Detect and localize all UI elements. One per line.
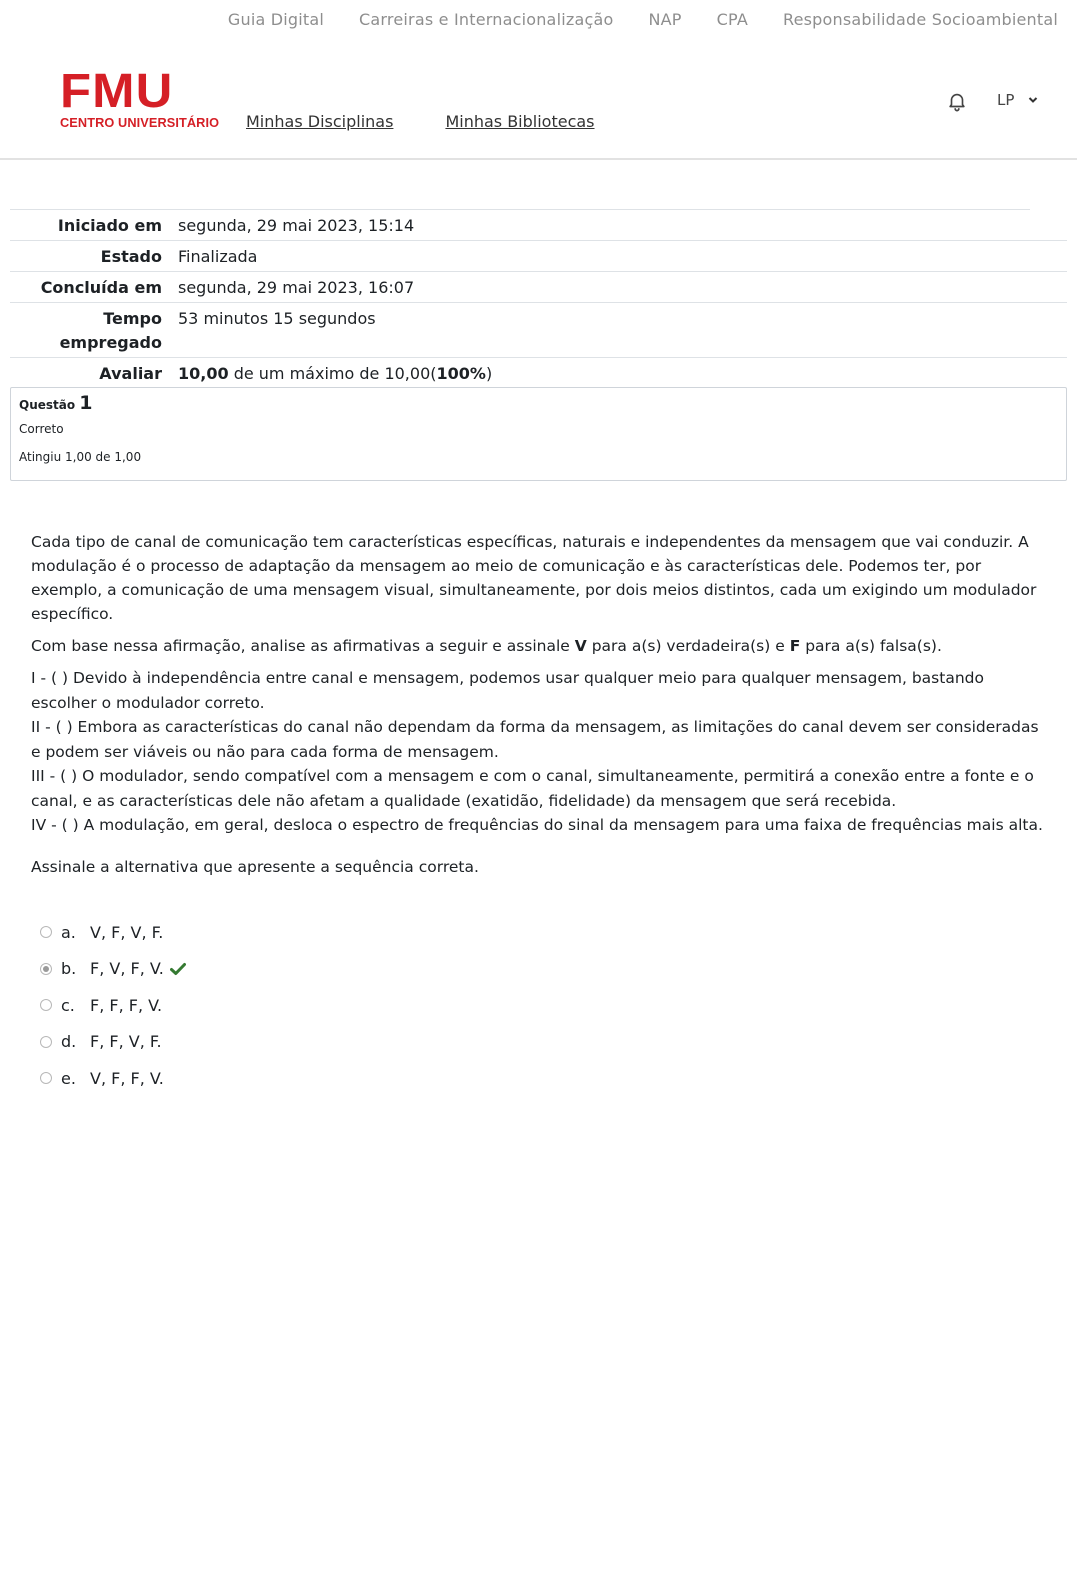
option-d[interactable] <box>40 1024 186 1061</box>
statement-2: II - ( ) Embora as características do canal não dependam da forma da mensagem, as limitações do canal devem ser consideradas e podem ser viáveis ou não para cada forma de mensagem. <box>31 718 1039 761</box>
question-paragraph-2 <box>31 634 1051 658</box>
option-letter: e. <box>61 1068 76 1088</box>
option-letter: a. <box>61 922 76 942</box>
option-letter: b. <box>61 959 77 979</box>
statement-4: IV - ( ) A modulação, em geral, desloca o espectro de frequências do sinal da mensagem para uma faixa de frequências mais alta. <box>31 816 1043 834</box>
radio-d[interactable] <box>40 1036 52 1048</box>
link-cpa[interactable]: CPA <box>716 10 748 29</box>
question-text <box>31 530 1051 887</box>
summary-row-completed <box>10 271 1067 302</box>
grade-percent: 100% <box>436 364 486 383</box>
para2-part-c: para a(s) falsa(s). <box>800 637 942 655</box>
option-text: F, F, V, F. <box>90 1032 162 1052</box>
started-label: Iniciado em <box>57 216 162 235</box>
attempt-summary <box>10 209 1067 388</box>
nav-minhas-bibliotecas[interactable]: Minhas Bibliotecas <box>445 112 595 131</box>
time-label-line2: empregado <box>59 333 162 352</box>
summary-row-state <box>10 240 1067 271</box>
para2-part-b: para a(s) verdadeira(s) e <box>586 637 790 655</box>
main-nav <box>246 112 595 131</box>
bell-icon[interactable] <box>946 90 968 112</box>
link-nap[interactable]: NAP <box>648 10 682 29</box>
summary-row-grade <box>10 357 1067 388</box>
logo-main-text: FMU <box>60 65 174 118</box>
time-label-line1: Tempo <box>103 309 162 328</box>
option-a[interactable] <box>40 914 186 951</box>
time-value: 53 minutos 15 segundos <box>178 309 376 328</box>
para2-f: F <box>789 637 801 655</box>
state-label: Estado <box>100 247 162 266</box>
chevron-down-icon <box>1028 96 1038 104</box>
radio-b[interactable] <box>40 963 52 975</box>
started-value: segunda, 29 mai 2023, 15:14 <box>178 216 415 235</box>
question-info <box>10 387 1067 481</box>
grade-score: 10,00 <box>178 364 229 383</box>
para2-v: V <box>574 637 587 655</box>
logo-sub-text: CENTRO UNIVERSITÁRIO <box>60 115 220 130</box>
statement-3: III - ( ) O modulador, sendo compatível com a mensagem e com o canal, simultaneamente, permitirá a conexão entre a fonte e o canal, e as características dele não afetam a qualidade (exatidão, fidelidade) da mensagem que será recebida. <box>31 767 1034 810</box>
completed-label: Concluída em <box>40 278 162 297</box>
question-paragraph-1: Cada tipo de canal de comunicação tem características específicas, naturais e independentes da mensagem que vai conduzir. A modulação é o processo de adaptação da mensagem ao meio de comunicação e às características dele. Podemos ter, por exemplo, a comunicação de uma mensagem visual, simultaneamente, por dois meios distintos, cada um exigindo um modulador específico. <box>31 533 1037 623</box>
option-text: F, F, F, V. <box>90 995 163 1015</box>
statements <box>31 666 1051 838</box>
radio-a[interactable] <box>40 926 52 938</box>
summary-row-started <box>10 209 1030 240</box>
radio-e[interactable] <box>40 1072 52 1084</box>
answer-options <box>40 914 186 1097</box>
question-label: Questão <box>19 398 76 412</box>
option-letter: d. <box>61 1032 77 1052</box>
option-text: F, V, F, V. <box>90 959 164 979</box>
user-menu[interactable] <box>997 91 1038 109</box>
nav-minhas-disciplinas[interactable]: Minhas Disciplinas <box>246 112 394 131</box>
option-e[interactable] <box>40 1060 186 1097</box>
option-letter: c. <box>61 995 75 1015</box>
summary-row-time <box>10 302 1067 357</box>
link-guia-digital[interactable]: Guia Digital <box>227 10 325 29</box>
fmu-logo[interactable] <box>60 65 220 130</box>
option-text: V, F, F, V. <box>90 1068 164 1088</box>
top-links <box>228 10 1058 29</box>
check-icon <box>170 962 186 976</box>
question-number-value: 1 <box>79 392 93 414</box>
question-number <box>19 392 1058 414</box>
grade-value <box>162 358 492 388</box>
option-text: V, F, V, F. <box>90 922 164 942</box>
question-prompt: Assinale a alternativa que apresente a sequência correta. <box>31 857 479 876</box>
grade-end: ) <box>485 364 493 383</box>
grade-max: de um máximo de 10,00( <box>228 364 437 383</box>
question-state: Correto <box>19 422 64 436</box>
user-initials: LP <box>997 91 1015 109</box>
option-b[interactable] <box>40 951 186 988</box>
para2-part-a: Com base nessa afirmação, analise as afirmativas a seguir e assinale <box>31 637 575 655</box>
radio-c[interactable] <box>40 999 52 1011</box>
grade-label: Avaliar <box>99 364 162 383</box>
question-mark: Atingiu 1,00 de 1,00 <box>19 450 142 464</box>
link-carreiras[interactable]: Carreiras e Internacionalização <box>359 10 614 29</box>
time-label <box>10 303 162 357</box>
option-c[interactable] <box>40 987 186 1024</box>
header-divider <box>0 158 1077 160</box>
completed-value: segunda, 29 mai 2023, 16:07 <box>178 278 415 297</box>
link-responsabilidade[interactable]: Responsabilidade Socioambiental <box>782 10 1058 29</box>
statement-1: I - ( ) Devido à independência entre canal e mensagem, podemos usar qualquer meio para qualquer mensagem, bastando escolher o modulador correto. <box>31 669 984 712</box>
state-value: Finalizada <box>178 247 258 266</box>
